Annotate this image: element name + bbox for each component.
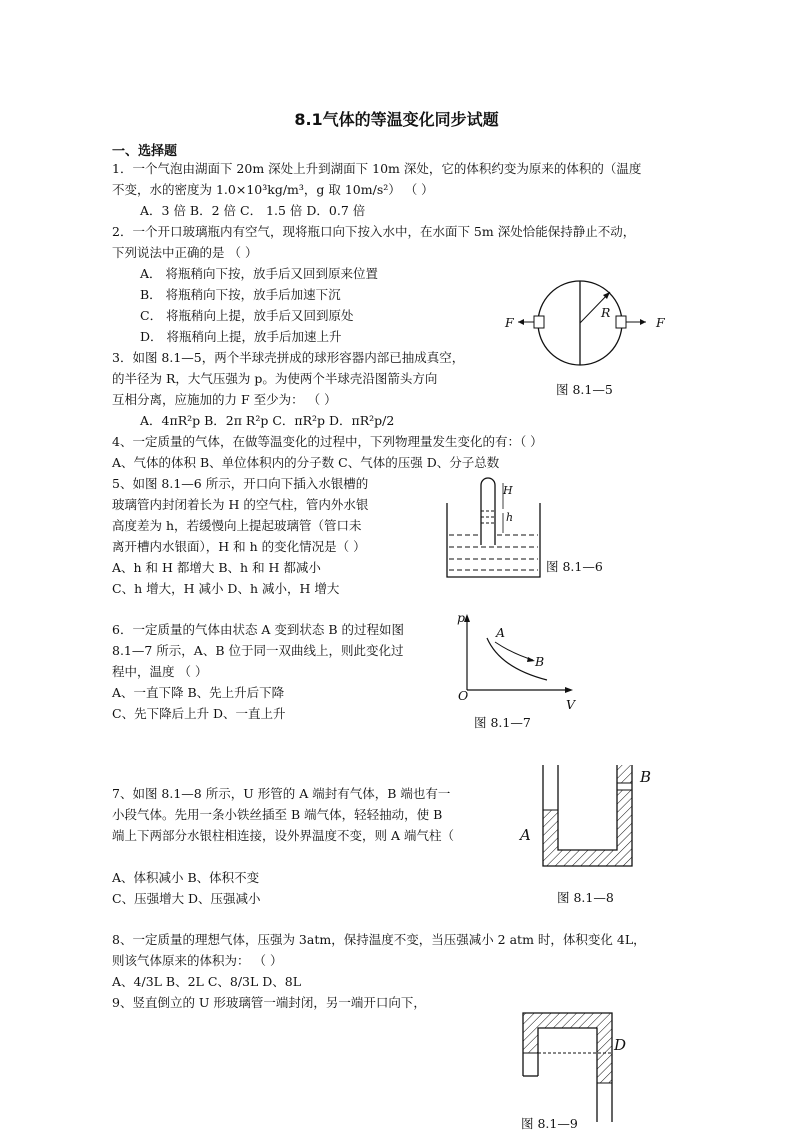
q2-line-1: 2．一个开口玻璃瓶内有空气，现将瓶口向下按入水中，在水面下 5m 深处恰能保持静止不动， (112, 224, 636, 239)
fig7-label-a: A (496, 625, 506, 640)
fig7-label-v: V (566, 697, 576, 712)
fig7-label-o: O (458, 688, 469, 703)
q8-line-1: 8、一定质量的理想气体，压强为 3atm，保持温度不变，当压强减小 2 atm 时，体积变化 4L， (112, 932, 646, 947)
q2-option-c: C． 将瓶稍向上提，放手后又回到原处 (140, 308, 354, 323)
q3-options: A．4πR²p B．2π R²p C．πR²p D．πR²p/2 (140, 413, 395, 428)
fig8-caption: 图 8.1—8 (557, 890, 614, 905)
figure-8-1-6 (445, 475, 545, 580)
q5-options-ab: A、h 和 H 都增大 B、h 和 H 都减小 (112, 560, 321, 575)
fig8-label-b: B (640, 768, 652, 786)
q1-options: A．3 倍 B．2 倍 C． 1.5 倍 D．0.7 倍 (140, 203, 366, 218)
q7-options-ab: A、体积减小 B、体积不变 (112, 870, 260, 885)
figure-8-1-8 (540, 762, 640, 870)
q5-line-3: 高度差为 h，若缓慢向上提起玻璃管（管口未 (112, 518, 362, 533)
q2-option-a: A． 将瓶稍向下按，放手后又回到原来位置 (140, 266, 379, 281)
fig8-label-a: A (520, 826, 531, 844)
q3-line-3: 互相分离，应施加的力 F 至少为： （ ） (112, 392, 337, 407)
figure-8-1-5 (500, 278, 680, 368)
q2-line-2: 下列说法中正确的是 （ ） (112, 245, 258, 260)
fig5-label-r: R (601, 305, 611, 320)
q1-line-2: 不变，水的密度为 1.0×10³kg/m³，g 取 10m/s²） （ ） (112, 182, 434, 197)
q7-line-2: 小段气体。先用一条小铁丝插至 B 端气体，轻轻抽动，使 B (112, 807, 443, 822)
q9-line-1: 9、竖直倒立的 U 形玻璃管一端封闭，另一端开口向下， (112, 995, 426, 1010)
q4-options: A、气体的体积 B、单位体积内的分子数 C、气体的压强 D、分子总数 (112, 455, 500, 470)
q5-line-1: 5、如图 8.1—6 所示，开口向下插入水银槽的 (112, 476, 369, 491)
fig6-caption: 图 8.1—6 (546, 559, 603, 574)
q3-line-2: 的半径为 R，大气压强为 p。为使两个半球壳沿图箭头方向 (112, 371, 438, 386)
fig6-label-h-lower: h (506, 511, 514, 524)
fig7-label-b: B (535, 654, 545, 669)
q7-options-cd: C、压强增大 D、压强减小 (112, 891, 261, 906)
q6-line-1: 6．一定质量的气体由状态 A 变到状态 B 的过程如图 (112, 622, 405, 637)
q2-option-b: B． 将瓶稍向下按，放手后加速下沉 (140, 287, 341, 302)
q1-line-1: 1．一个气泡由湖面下 20m 深处上升到湖面下 10m 深处，它的体积约变为原来的体积的（温度 (112, 161, 642, 176)
fig5-label-f-right: F (656, 315, 665, 330)
fig9-caption: 图 8.1—9 (521, 1116, 578, 1131)
fig7-label-p: p (457, 610, 466, 625)
q5-line-4: 离开槽内水银面），H 和 h 的变化情况是（ ） (112, 539, 366, 554)
q4-line-1: 4、一定质量的气体，在做等温变化的过程中，下列物理量发生变化的有：（ ） (112, 434, 543, 449)
page-title: 8.1气体的等温变化同步试题 (294, 110, 499, 129)
fig5-caption: 图 8.1—5 (556, 382, 613, 397)
q6-line-3: 程中，温度 （ ） (112, 664, 208, 679)
q6-options-cd: C、先下降后上升 D、一直上升 (112, 706, 286, 721)
q6-line-2: 8.1—7 所示，A、B 位于同一双曲线上，则此变化过 (112, 643, 404, 658)
fig6-label-h-upper: H (503, 484, 513, 497)
q7-line-1: 7、如图 8.1—8 所示，U 形管的 A 端封有气体，B 端也有一 (112, 786, 451, 801)
q7-line-3: 端上下两部分水银柱相连接，设外界温度不变，则 A 端气柱（ (112, 828, 454, 843)
fig9-label-d: D (614, 1036, 627, 1054)
figure-8-1-7 (455, 610, 580, 705)
fig5-label-f-left: F (505, 315, 514, 330)
q2-option-d: D． 将瓶稍向上提，放手后加速上升 (140, 329, 342, 344)
q8-options: A、4/3L B、2L C、8/3L D、8L (112, 974, 302, 989)
fig7-caption: 图 8.1—7 (474, 715, 531, 730)
q5-line-2: 玻璃管内封闭着长为 H 的空气柱，管内外水银 (112, 497, 369, 512)
q8-line-2: 则该气体原来的体积为： （ ） (112, 953, 283, 968)
q5-options-cd: C、h 增大，H 减小 D、h 减小，H 增大 (112, 581, 340, 596)
section-heading: 一、选择题 (112, 144, 178, 159)
q3-line-1: 3．如图 8.1—5，两个半球壳拼成的球形容器内部已抽成真空， (112, 350, 465, 365)
q6-options-ab: A、一直下降 B、先上升后下降 (112, 685, 285, 700)
